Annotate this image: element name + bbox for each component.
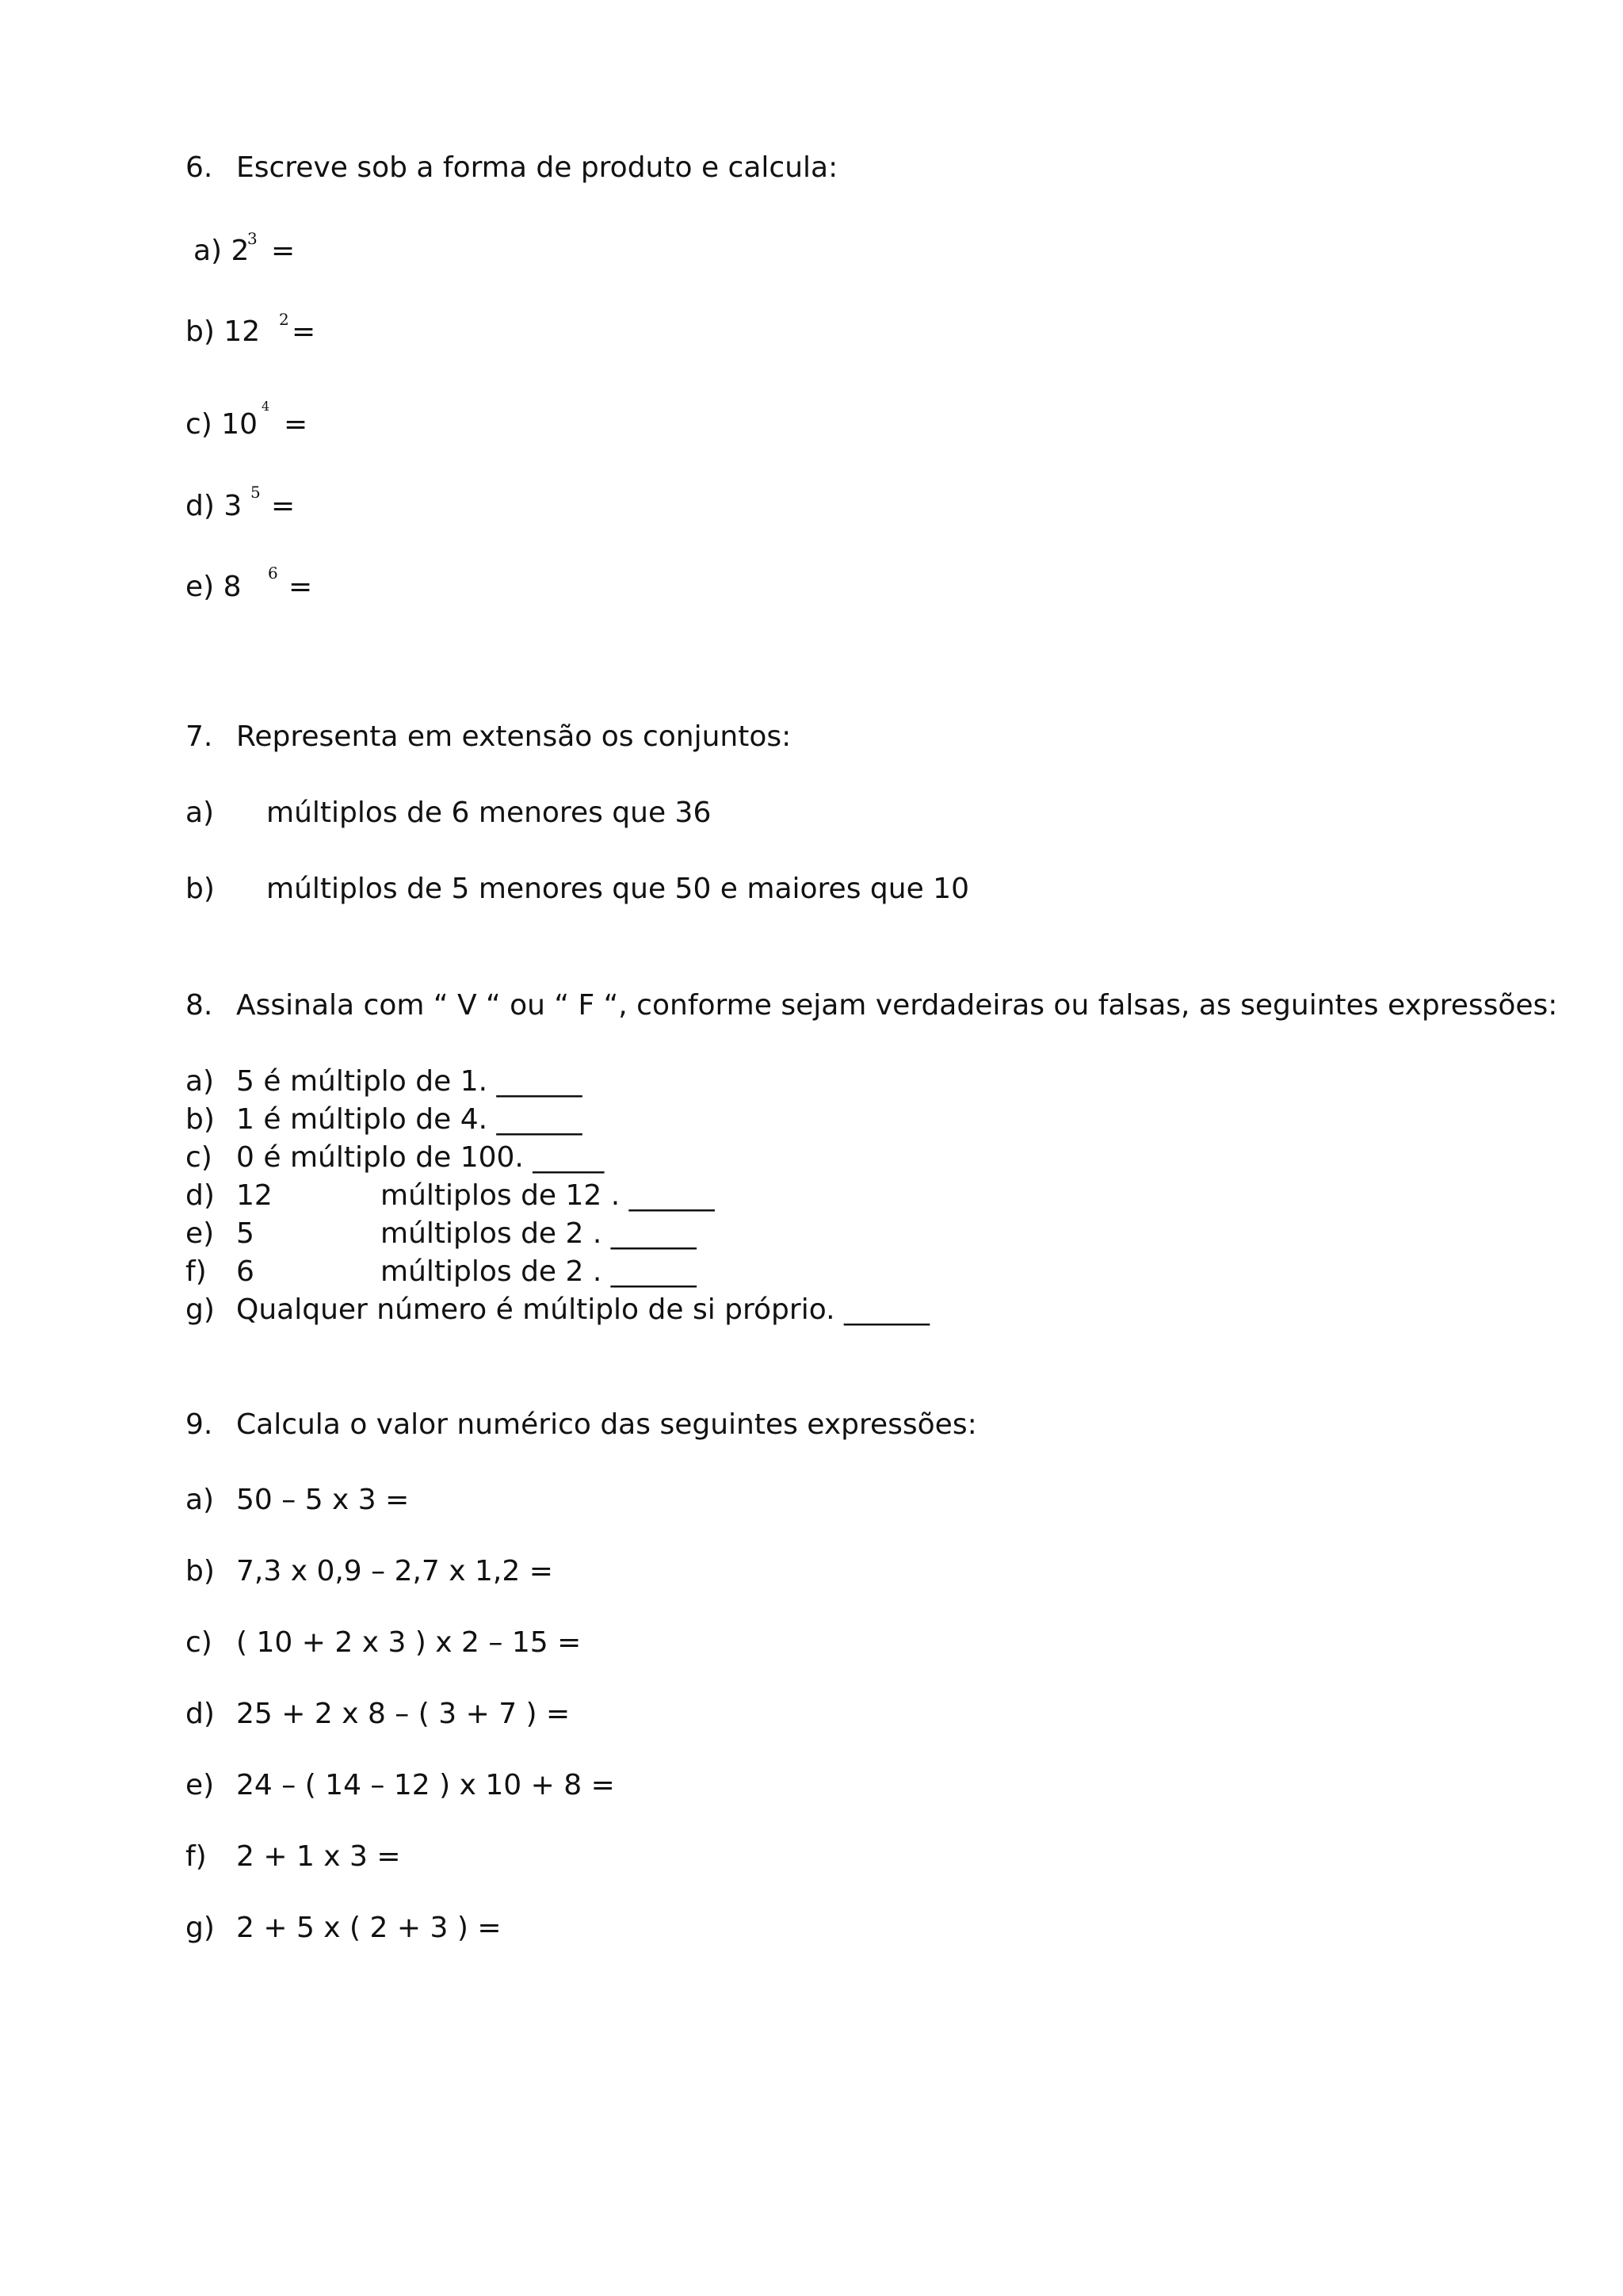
q8g-letter: g) [185,1293,215,1326]
q7b-text: múltiplos de 5 menores que 50 e maiores que 10 [266,873,969,905]
q8-number: 8. [185,989,213,1022]
q9a-text: 50 – 5 x 3 = [236,1484,410,1516]
q6d-base: d) 3 [185,490,242,522]
q8b-letter: b) [185,1103,215,1136]
q6b-exponent: 2 [279,310,289,329]
q9e-letter: e) [185,1769,215,1801]
q6e-exponent: 6 [268,563,278,583]
q7a-text: múltiplos de 6 menores que 36 [266,797,712,829]
q7a-letter: a) [185,797,215,829]
q6e-equals: = [288,571,313,603]
q8e-letter: e) [185,1217,215,1250]
q9d-text: 25 + 2 x 8 – ( 3 + 7 ) = [236,1698,571,1730]
q6a-base: a) 2 [193,235,250,267]
q8f-letter: f) [185,1255,207,1288]
q8f-text: múltiplos de 2 . ______ [380,1255,697,1288]
q6d-exponent: 5 [250,483,261,502]
q6d-equals: = [271,490,296,522]
q9a-letter: a) [185,1484,215,1516]
q6-prompt: Escreve sob a forma de produto e calcula: [236,151,838,184]
q8a-text: 5 é múltiplo de 1. ______ [236,1065,582,1098]
q6c-equals: = [284,408,308,441]
q9g-text: 2 + 5 x ( 2 + 3 ) = [236,1912,502,1944]
q7-prompt: Representa em extensão os conjuntos: [236,720,792,753]
q8a-letter: a) [185,1065,215,1098]
q9-prompt: Calcula o valor numérico das seguintes expressões: [236,1408,977,1441]
q7-number: 7. [185,720,213,753]
q7b-letter: b) [185,873,215,905]
q9c-text: ( 10 + 2 x 3 ) x 2 – 15 = [236,1626,582,1659]
q8d-number: 12 [236,1179,273,1212]
q9f-text: 2 + 1 x 3 = [236,1840,401,1873]
q9d-letter: d) [185,1698,215,1730]
q9b-letter: b) [185,1555,215,1587]
q8e-number: 5 [236,1217,254,1250]
q6-number: 6. [185,151,213,184]
q8g-text: Qualquer número é múltiplo de si próprio. ______ [236,1293,930,1326]
q6c-exponent: 4 [262,399,270,414]
q6a-exponent: 3 [247,229,258,248]
q8e-text: múltiplos de 2 . ______ [380,1217,697,1250]
q9e-text: 24 – ( 14 – 12 ) x 10 + 8 = [236,1769,615,1801]
q9f-letter: f) [185,1840,207,1873]
q6b-equals: = [292,315,316,348]
q6b-base: b) 12 [185,315,261,348]
q8c-letter: c) [185,1141,212,1174]
q8b-text: 1 é múltiplo de 4. ______ [236,1103,582,1136]
q8f-number: 6 [236,1255,254,1288]
q9c-letter: c) [185,1626,212,1659]
q8d-text: múltiplos de 12 . ______ [380,1179,715,1212]
q9-number: 9. [185,1408,213,1441]
q8-prompt: Assinala com “ V “ ou “ F “, conforme sejam verdadeiras ou falsas, as seguintes expressões: [236,989,1558,1022]
q6e-base: e) 8 [185,571,242,603]
q8c-text: 0 é múltiplo de 100. _____ [236,1141,605,1174]
q6a-equals: = [271,235,296,267]
q8d-letter: d) [185,1179,215,1212]
q9b-text: 7,3 x 0,9 – 2,7 x 1,2 = [236,1555,553,1587]
q9g-letter: g) [185,1912,215,1944]
q6c-base: c) 10 [185,408,258,441]
